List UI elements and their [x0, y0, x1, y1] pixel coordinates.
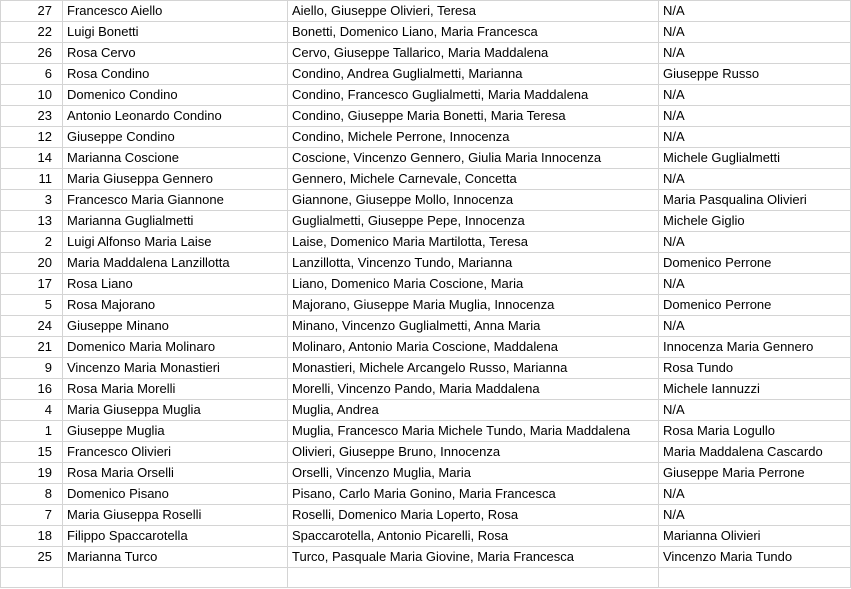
spouse-cell[interactable]: Innocenza Maria Gennero	[659, 337, 851, 358]
spouse-cell[interactable]: N/A	[659, 1, 851, 22]
table-row	[1, 484, 851, 505]
row-number-cell[interactable]: 13	[1, 211, 63, 232]
person-name-cell[interactable]: Vincenzo Maria Monastieri	[63, 358, 288, 379]
parents-cell[interactable]: Condino, Andrea Guglialmetti, Marianna	[288, 64, 659, 85]
person-name-cell[interactable]: Francesco Aiello	[63, 1, 288, 22]
table-row	[1, 169, 851, 190]
spouse-cell[interactable]: Domenico Perrone	[659, 253, 851, 274]
spouse-cell[interactable]: N/A	[659, 274, 851, 295]
row-number-cell[interactable]: 25	[1, 547, 63, 568]
parents-cell[interactable]: Morelli, Vincenzo Pando, Maria Maddalena	[288, 379, 659, 400]
spouse-cell[interactable]: Michele Giglio	[659, 211, 851, 232]
person-name-cell[interactable]: Maria Giuseppa Gennero	[63, 169, 288, 190]
empty-cell[interactable]	[288, 568, 659, 588]
person-name-cell[interactable]: Maria Giuseppa Muglia	[63, 400, 288, 421]
parents-cell[interactable]: Condino, Giuseppe Maria Bonetti, Maria Teresa	[288, 106, 659, 127]
parents-cell[interactable]: Aiello, Giuseppe Olivieri, Teresa	[288, 1, 659, 22]
table-row	[1, 379, 851, 400]
table-row	[1, 274, 851, 295]
person-name-cell[interactable]: Rosa Cervo	[63, 43, 288, 64]
parents-cell[interactable]: Minano, Vincenzo Guglialmetti, Anna Maria	[288, 316, 659, 337]
parents-cell[interactable]: Liano, Domenico Maria Coscione, Maria	[288, 274, 659, 295]
person-name-cell[interactable]: Domenico Pisano	[63, 484, 288, 505]
spouse-cell[interactable]: Domenico Perrone	[659, 295, 851, 316]
person-name-cell[interactable]: Filippo Spaccarotella	[63, 526, 288, 547]
empty-table-row	[1, 568, 851, 588]
parents-cell[interactable]: Condino, Michele Perrone, Innocenza	[288, 127, 659, 148]
row-number-cell[interactable]: 19	[1, 463, 63, 484]
spouse-cell[interactable]: N/A	[659, 316, 851, 337]
table-row	[1, 148, 851, 169]
person-name-cell[interactable]: Antonio Leonardo Condino	[63, 106, 288, 127]
parents-cell[interactable]: Laise, Domenico Maria Martilotta, Teresa	[288, 232, 659, 253]
row-number-cell[interactable]: 23	[1, 106, 63, 127]
person-name-cell[interactable]: Francesco Maria Giannone	[63, 190, 288, 211]
table-row	[1, 337, 851, 358]
table-row	[1, 421, 851, 442]
table-row	[1, 211, 851, 232]
person-name-cell[interactable]: Domenico Condino	[63, 85, 288, 106]
table-row	[1, 43, 851, 64]
table-row	[1, 316, 851, 337]
spouse-cell[interactable]: Giuseppe Maria Perrone	[659, 463, 851, 484]
row-number-cell[interactable]: 16	[1, 379, 63, 400]
person-name-cell[interactable]: Marianna Coscione	[63, 148, 288, 169]
table-row	[1, 547, 851, 568]
row-number-cell[interactable]: 7	[1, 505, 63, 526]
parents-cell[interactable]: Molinaro, Antonio Maria Coscione, Maddalena	[288, 337, 659, 358]
parents-cell[interactable]: Pisano, Carlo Maria Gonino, Maria Francesca	[288, 484, 659, 505]
table-row	[1, 1, 851, 22]
spouse-cell[interactable]: Vincenzo Maria Tundo	[659, 547, 851, 568]
parents-cell[interactable]: Coscione, Vincenzo Gennero, Giulia Maria Innocenza	[288, 148, 659, 169]
table-row	[1, 253, 851, 274]
row-number-cell[interactable]: 11	[1, 169, 63, 190]
spouse-cell[interactable]: N/A	[659, 106, 851, 127]
person-name-cell[interactable]: Rosa Maria Morelli	[63, 379, 288, 400]
person-name-cell[interactable]: Maria Giuseppa Roselli	[63, 505, 288, 526]
table-body	[1, 1, 851, 588]
person-name-cell[interactable]: Domenico Maria Molinaro	[63, 337, 288, 358]
spouse-cell[interactable]: N/A	[659, 169, 851, 190]
table-row	[1, 22, 851, 43]
row-number-cell[interactable]: 27	[1, 1, 63, 22]
spouse-cell[interactable]: Michele Iannuzzi	[659, 379, 851, 400]
parents-cell[interactable]: Turco, Pasquale Maria Giovine, Maria Francesca	[288, 547, 659, 568]
empty-cell[interactable]	[659, 568, 851, 588]
parents-cell[interactable]: Olivieri, Giuseppe Bruno, Innocenza	[288, 442, 659, 463]
person-name-cell[interactable]: Maria Maddalena Lanzillotta	[63, 253, 288, 274]
table-row	[1, 295, 851, 316]
spouse-cell[interactable]: Marianna Olivieri	[659, 526, 851, 547]
table-row	[1, 505, 851, 526]
parents-cell[interactable]: Majorano, Giuseppe Maria Muglia, Innocenza	[288, 295, 659, 316]
spouse-cell[interactable]: Michele Guglialmetti	[659, 148, 851, 169]
table-row	[1, 190, 851, 211]
parents-cell[interactable]: Cervo, Giuseppe Tallarico, Maria Maddalena	[288, 43, 659, 64]
person-name-cell[interactable]: Marianna Turco	[63, 547, 288, 568]
parents-cell[interactable]: Gennero, Michele Carnevale, Concetta	[288, 169, 659, 190]
row-number-cell[interactable]: 18	[1, 526, 63, 547]
parents-cell[interactable]: Muglia, Francesco Maria Michele Tundo, Maria Maddalena	[288, 421, 659, 442]
table-row	[1, 526, 851, 547]
row-number-cell[interactable]: 4	[1, 400, 63, 421]
row-number-cell[interactable]: 9	[1, 358, 63, 379]
row-number-cell[interactable]: 22	[1, 22, 63, 43]
person-name-cell[interactable]: Rosa Maria Orselli	[63, 463, 288, 484]
table-row	[1, 463, 851, 484]
row-number-cell[interactable]: 21	[1, 337, 63, 358]
parents-cell[interactable]: Muglia, Andrea	[288, 400, 659, 421]
spouse-cell[interactable]: N/A	[659, 43, 851, 64]
row-number-cell[interactable]: 26	[1, 43, 63, 64]
person-name-cell[interactable]: Luigi Alfonso Maria Laise	[63, 232, 288, 253]
person-name-cell[interactable]: Rosa Majorano	[63, 295, 288, 316]
parents-cell[interactable]: Lanzillotta, Vincenzo Tundo, Marianna	[288, 253, 659, 274]
spouse-cell[interactable]: Maria Pasqualina Olivieri	[659, 190, 851, 211]
spouse-cell[interactable]: Maria Maddalena Cascardo	[659, 442, 851, 463]
row-number-cell[interactable]: 24	[1, 316, 63, 337]
parents-cell[interactable]: Roselli, Domenico Maria Loperto, Rosa	[288, 505, 659, 526]
person-name-cell[interactable]: Francesco Olivieri	[63, 442, 288, 463]
spouse-cell[interactable]: N/A	[659, 85, 851, 106]
row-number-cell[interactable]: 5	[1, 295, 63, 316]
person-name-cell[interactable]: Rosa Condino	[63, 64, 288, 85]
table-row	[1, 85, 851, 106]
person-name-cell[interactable]: Giuseppe Muglia	[63, 421, 288, 442]
spouse-cell[interactable]: N/A	[659, 22, 851, 43]
parents-cell[interactable]: Monastieri, Michele Arcangelo Russo, Marianna	[288, 358, 659, 379]
row-number-cell[interactable]: 10	[1, 85, 63, 106]
table-row	[1, 106, 851, 127]
spouse-cell[interactable]: Giuseppe Russo	[659, 64, 851, 85]
spouse-cell[interactable]: N/A	[659, 400, 851, 421]
table-row	[1, 64, 851, 85]
row-number-cell[interactable]: 20	[1, 253, 63, 274]
person-name-cell[interactable]: Marianna Guglialmetti	[63, 211, 288, 232]
parents-cell[interactable]: Guglialmetti, Giuseppe Pepe, Innocenza	[288, 211, 659, 232]
spouse-cell[interactable]: Rosa Maria Logullo	[659, 421, 851, 442]
parents-cell[interactable]: Bonetti, Domenico Liano, Maria Francesca	[288, 22, 659, 43]
row-number-cell[interactable]: 6	[1, 64, 63, 85]
table-row	[1, 442, 851, 463]
row-number-cell[interactable]: 8	[1, 484, 63, 505]
table-row	[1, 358, 851, 379]
row-number-cell[interactable]: 17	[1, 274, 63, 295]
row-number-cell[interactable]: 3	[1, 190, 63, 211]
parents-cell[interactable]: Orselli, Vincenzo Muglia, Maria	[288, 463, 659, 484]
spouse-cell[interactable]: N/A	[659, 232, 851, 253]
row-number-cell[interactable]: 15	[1, 442, 63, 463]
spouse-cell[interactable]: Rosa Tundo	[659, 358, 851, 379]
spouse-cell[interactable]: N/A	[659, 484, 851, 505]
person-name-cell[interactable]: Giuseppe Condino	[63, 127, 288, 148]
row-number-cell[interactable]: 1	[1, 421, 63, 442]
empty-cell[interactable]	[1, 568, 63, 588]
table-row	[1, 232, 851, 253]
parents-cell[interactable]: Spaccarotella, Antonio Picarelli, Rosa	[288, 526, 659, 547]
table-row	[1, 127, 851, 148]
person-name-cell[interactable]: Giuseppe Minano	[63, 316, 288, 337]
spouse-cell[interactable]: N/A	[659, 127, 851, 148]
person-name-cell[interactable]: Luigi Bonetti	[63, 22, 288, 43]
row-number-cell[interactable]: 12	[1, 127, 63, 148]
parents-cell[interactable]: Condino, Francesco Guglialmetti, Maria Maddalena	[288, 85, 659, 106]
row-number-cell[interactable]: 14	[1, 148, 63, 169]
table-row	[1, 400, 851, 421]
row-number-cell[interactable]: 2	[1, 232, 63, 253]
person-name-cell[interactable]: Rosa Liano	[63, 274, 288, 295]
spouse-cell[interactable]: N/A	[659, 505, 851, 526]
empty-cell[interactable]	[63, 568, 288, 588]
parents-cell[interactable]: Giannone, Giuseppe Mollo, Innocenza	[288, 190, 659, 211]
